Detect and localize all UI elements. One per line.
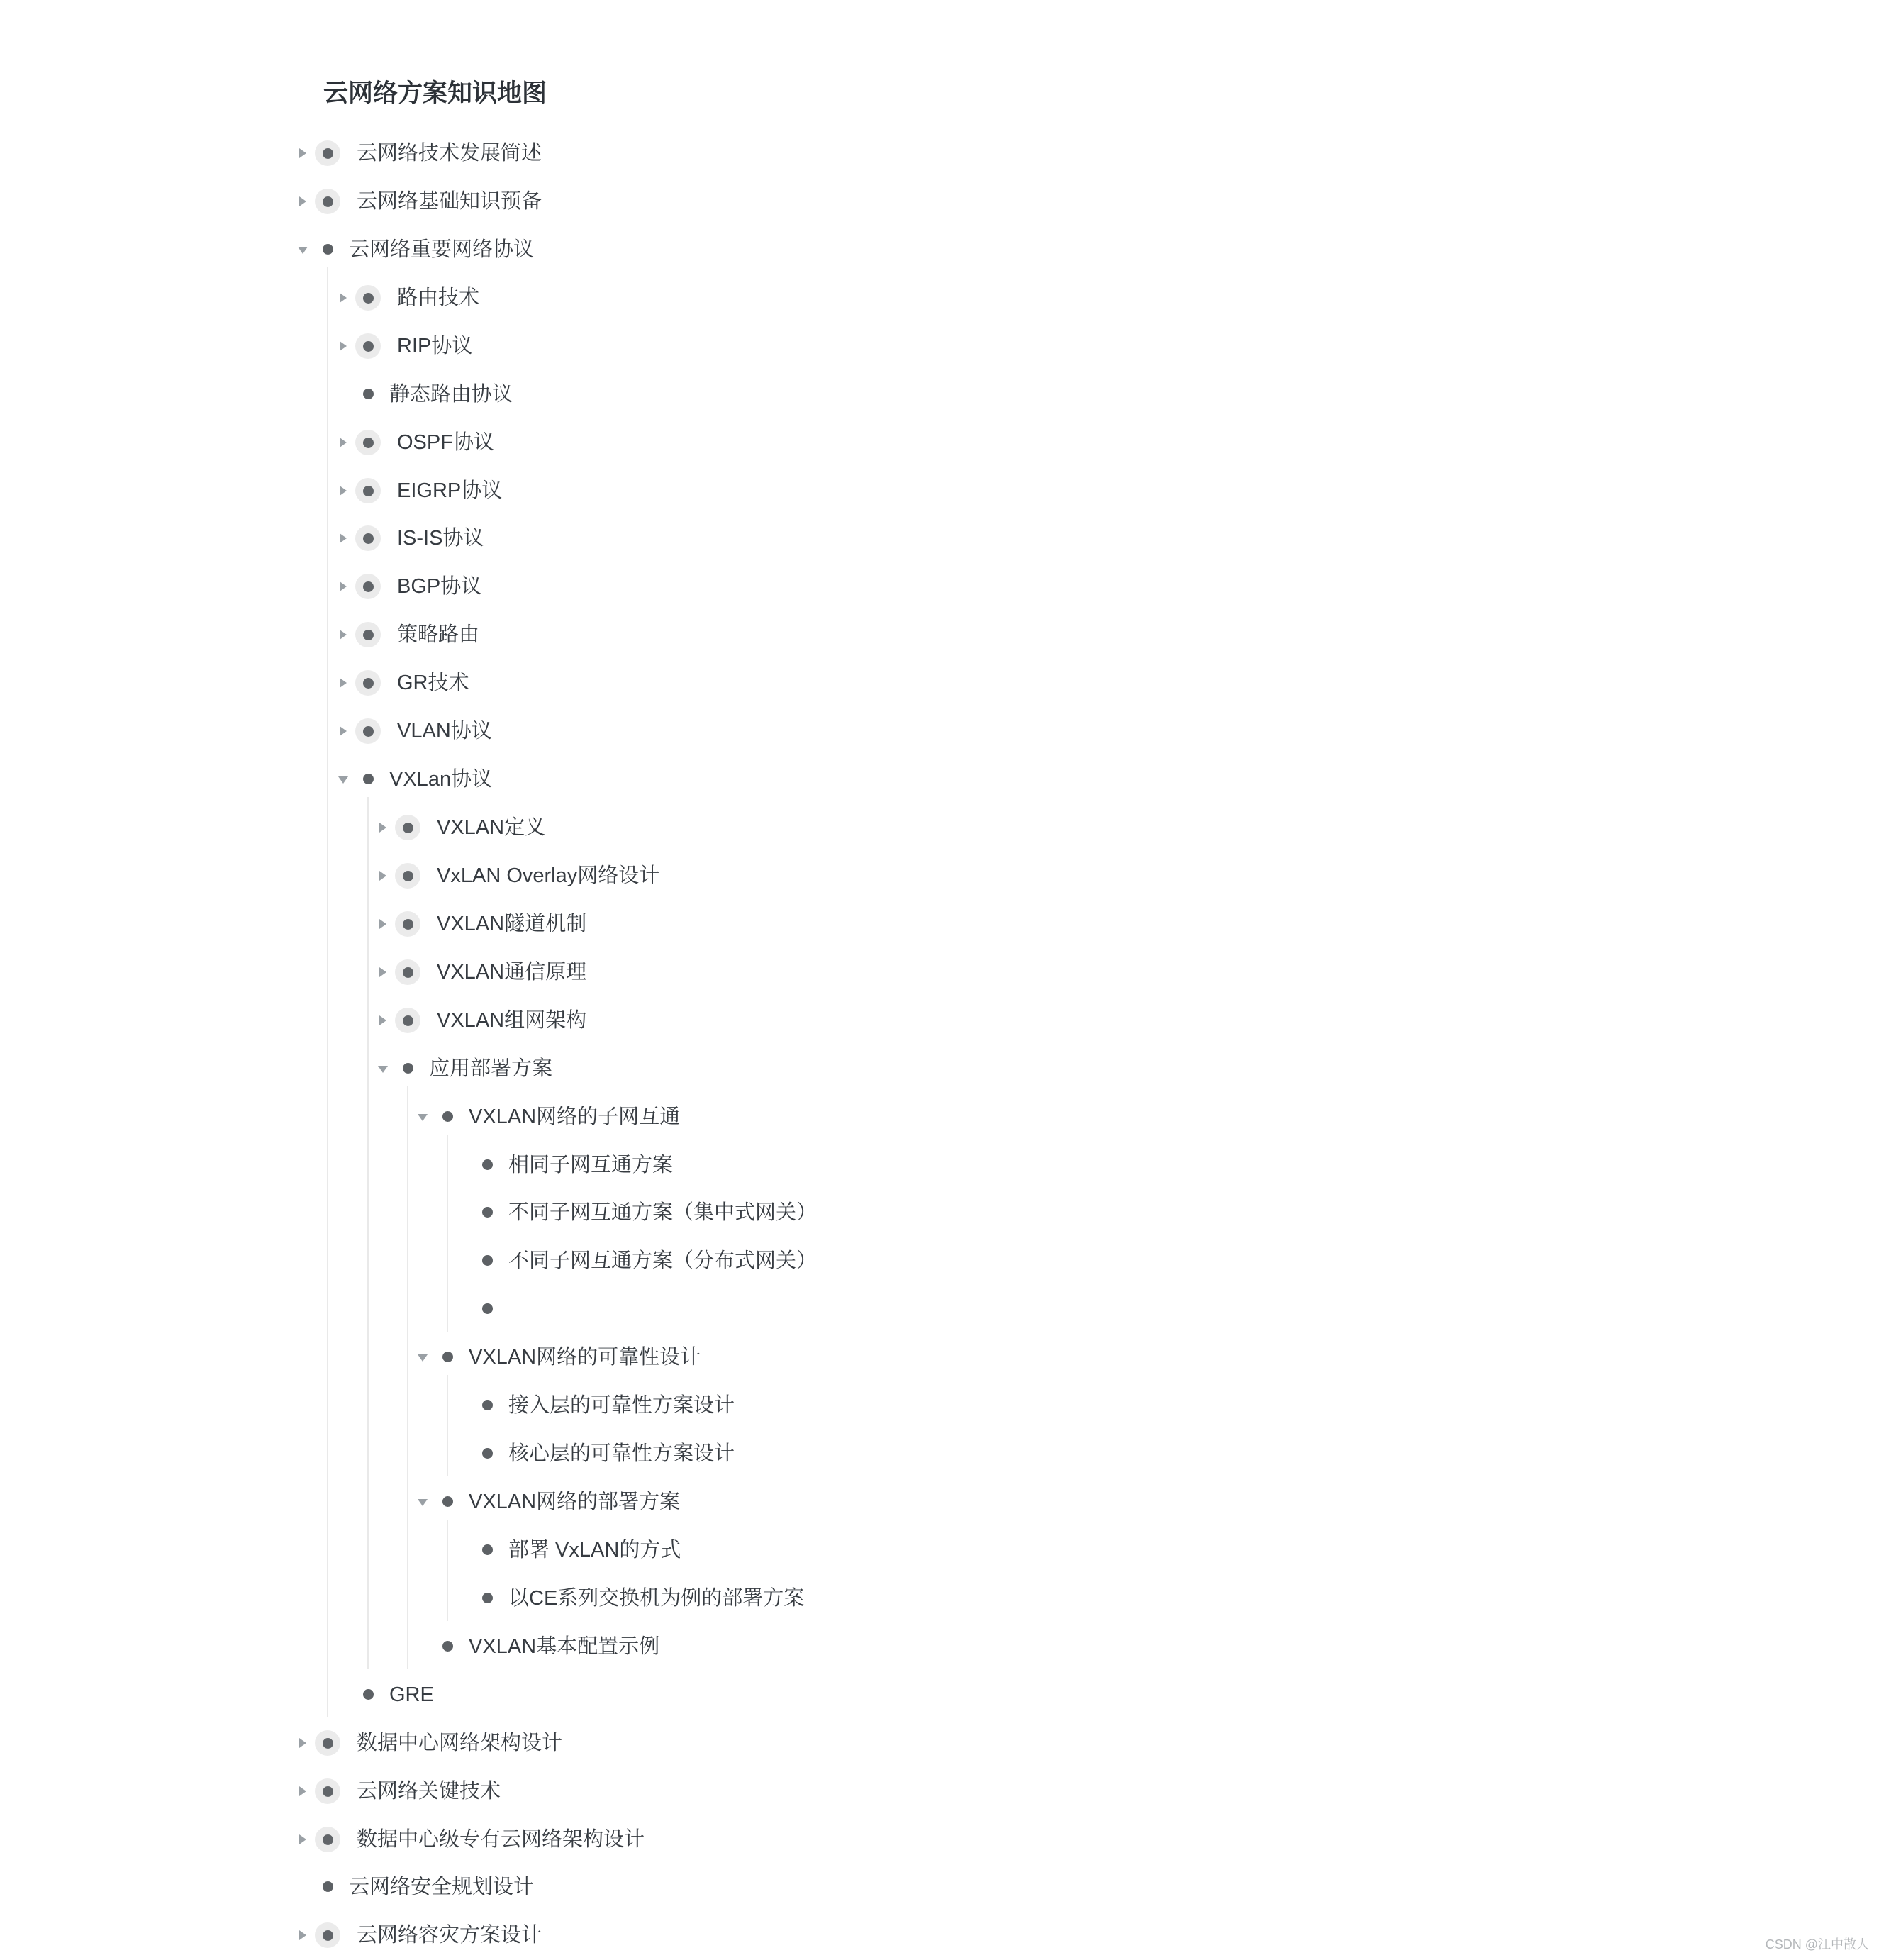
collapsed-bullet-icon[interactable] (395, 1008, 420, 1033)
indent-guide-line (447, 1135, 448, 1332)
tree-item (0, 1873, 1879, 1901)
tree-item-label: VXLAN基本配置示例 (469, 1635, 660, 1658)
toggle-collapsed-icon[interactable] (340, 726, 347, 736)
tree-item-label: 云网络关键技术 (357, 1779, 501, 1803)
tree-item-label: VXLAN组网架构 (437, 1008, 587, 1032)
tree-item (0, 1198, 1879, 1227)
bullet-dot-icon (363, 726, 374, 737)
bullet-icon[interactable] (482, 1448, 493, 1459)
tree-item-label: EIGRP协议 (397, 479, 503, 502)
tree-item (0, 1488, 1879, 1516)
bullet-icon[interactable] (363, 774, 374, 784)
toggle-collapsed-icon[interactable] (340, 630, 347, 640)
indent-guide-line (447, 1375, 448, 1476)
bullet-icon[interactable] (482, 1544, 493, 1555)
tree-item-label: OSPF协议 (397, 430, 494, 454)
collapsed-bullet-icon[interactable] (355, 430, 381, 455)
toggle-collapsed-icon[interactable] (340, 533, 347, 543)
toggle-collapsed-icon[interactable] (340, 678, 347, 688)
tree-item-label: 静态路由协议 (389, 382, 513, 406)
toggle-collapsed-icon[interactable] (340, 581, 347, 591)
tree-item (0, 1584, 1879, 1613)
indent-guide-line (447, 1520, 448, 1621)
tree-item (0, 862, 1879, 890)
page-title: 云网络方案知识地图 (323, 79, 547, 107)
collapsed-bullet-icon[interactable] (315, 1827, 340, 1852)
toggle-collapsed-icon[interactable] (379, 871, 386, 881)
bullet-icon[interactable] (442, 1111, 453, 1122)
tree-item (0, 1343, 1879, 1371)
tree-item (0, 1247, 1879, 1275)
tree-item-label: VxLAN Overlay网络设计 (437, 864, 660, 887)
tree-item (0, 380, 1879, 408)
bullet-dot-icon (363, 293, 374, 304)
toggle-expanded-icon[interactable] (418, 1114, 428, 1121)
toggle-expanded-icon[interactable] (418, 1499, 428, 1506)
tree-item-label: VXLAN网络的部署方案 (469, 1491, 681, 1514)
bullet-icon[interactable] (482, 1255, 493, 1266)
tree-item-label: VXLAN通信原理 (437, 960, 587, 984)
tree-item-label: IS-IS协议 (397, 527, 484, 550)
toggle-collapsed-icon[interactable] (340, 293, 347, 303)
tree-item-label: 数据中心级专有云网络架构设计 (357, 1827, 645, 1851)
toggle-collapsed-icon[interactable] (379, 967, 386, 977)
bullet-dot-icon (323, 1834, 333, 1845)
tree-item (0, 1391, 1879, 1420)
tree-item-label: 接入层的可靠性方案设计 (508, 1394, 735, 1418)
toggle-expanded-icon[interactable] (418, 1354, 428, 1362)
bullet-icon[interactable] (363, 389, 374, 399)
indent-guide-line (367, 797, 369, 1669)
tree-item-label: 云网络重要网络协议 (349, 238, 535, 261)
collapsed-bullet-icon[interactable] (355, 622, 381, 647)
toggle-collapsed-icon[interactable] (379, 823, 386, 833)
tree-item-label: 路由技术 (397, 286, 480, 309)
tree-item (0, 428, 1879, 457)
tree-item (0, 1536, 1879, 1564)
tree-item-label: 不同子网互通方案（集中式网关） (508, 1201, 818, 1225)
collapsed-bullet-icon[interactable] (355, 478, 381, 503)
collapsed-bullet-icon[interactable] (315, 140, 340, 166)
tree-item (0, 332, 1879, 360)
tree-item (0, 524, 1879, 552)
tree-item (0, 284, 1879, 312)
tree-item (0, 1054, 1879, 1083)
tree-item-label: VXLAN隧道机制 (437, 912, 587, 935)
collapsed-bullet-icon[interactable] (355, 333, 381, 359)
toggle-collapsed-icon[interactable] (299, 1930, 306, 1940)
tree-item-label: 相同子网互通方案 (508, 1153, 674, 1176)
toggle-collapsed-icon[interactable] (299, 1738, 306, 1748)
bullet-dot-icon (323, 1786, 333, 1797)
toggle-collapsed-icon[interactable] (299, 196, 306, 206)
bullet-dot-icon (403, 1015, 413, 1026)
indent-guide-line (327, 267, 328, 1717)
tree-item (0, 1921, 1879, 1949)
toggle-expanded-icon[interactable] (338, 776, 348, 784)
bullet-dot-icon (363, 581, 374, 592)
bullet-icon[interactable] (403, 1063, 413, 1074)
tree-item-label: GRE (389, 1683, 434, 1706)
tree-item-label: VXLAN网络的子网互通 (469, 1105, 681, 1128)
tree-item-label: 策略路由 (397, 623, 480, 647)
toggle-expanded-icon[interactable] (378, 1066, 388, 1073)
toggle-collapsed-icon[interactable] (340, 486, 347, 496)
bullet-icon[interactable] (482, 1207, 493, 1218)
toggle-expanded-icon[interactable] (298, 247, 308, 254)
toggle-collapsed-icon[interactable] (299, 1834, 306, 1844)
bullet-icon[interactable] (482, 1159, 493, 1170)
collapsed-bullet-icon[interactable] (315, 1778, 340, 1804)
bullet-icon[interactable] (363, 1689, 374, 1700)
collapsed-bullet-icon[interactable] (355, 525, 381, 551)
toggle-collapsed-icon[interactable] (299, 1786, 306, 1796)
tree-item (0, 765, 1879, 794)
tree-item-label: 云网络容灾方案设计 (357, 1924, 542, 1947)
tree-item-label: 数据中心网络架构设计 (357, 1731, 563, 1754)
tree-item (0, 235, 1879, 264)
bullet-dot-icon (363, 486, 374, 496)
tree-item-label: 应用部署方案 (429, 1057, 553, 1080)
bullet-dot-icon (403, 823, 413, 833)
bullet-dot-icon (403, 919, 413, 930)
tree-item-label: RIP协议 (397, 334, 473, 357)
bullet-icon[interactable] (482, 1303, 493, 1314)
csdn-watermark: CSDN @江中散人 (1765, 1937, 1869, 1951)
tree-item (0, 1729, 1879, 1757)
collapsed-bullet-icon[interactable] (355, 285, 381, 311)
tree-item (0, 958, 1879, 986)
bullet-icon[interactable] (323, 244, 333, 255)
toggle-collapsed-icon[interactable] (299, 148, 306, 158)
tree-item (0, 1681, 1879, 1709)
bullet-dot-icon (363, 630, 374, 640)
bullet-icon[interactable] (323, 1881, 333, 1892)
collapsed-bullet-icon[interactable] (395, 959, 420, 985)
tree-item (0, 1103, 1879, 1131)
tree-item-label: 不同子网互通方案（分布式网关） (508, 1249, 818, 1273)
tree-item (0, 669, 1879, 697)
tree-item (0, 717, 1879, 745)
tree-item (0, 1825, 1879, 1854)
bullet-dot-icon (323, 148, 333, 159)
tree-item-label: 云网络基础知识预备 (357, 189, 542, 213)
toggle-collapsed-icon[interactable] (340, 341, 347, 351)
indent-guide-line (407, 1086, 408, 1669)
tree-item (0, 139, 1879, 167)
bullet-icon[interactable] (482, 1400, 493, 1410)
tree-item (0, 572, 1879, 601)
bullet-icon[interactable] (482, 1593, 493, 1603)
bullet-dot-icon (403, 871, 413, 881)
collapsed-bullet-icon[interactable] (355, 718, 381, 744)
tree-item-label: VXLan协议 (389, 768, 493, 791)
toggle-collapsed-icon[interactable] (340, 438, 347, 447)
tree-item-label: VLAN协议 (397, 720, 492, 743)
tree-item (0, 813, 1879, 842)
tree-item-label: 以CE系列交换机为例的部署方案 (508, 1586, 805, 1610)
tree-item-label: BGP协议 (397, 575, 482, 598)
bullet-dot-icon (363, 678, 374, 689)
tree-item (0, 620, 1879, 649)
collapsed-bullet-icon[interactable] (315, 1730, 340, 1756)
tree-item-label: 部署 VxLAN的方式 (508, 1538, 681, 1561)
tree-item-label: 云网络安全规划设计 (349, 1876, 535, 1899)
bullet-dot-icon (323, 1930, 333, 1941)
collapsed-bullet-icon[interactable] (315, 189, 340, 214)
bullet-icon[interactable] (442, 1641, 453, 1652)
tree-item (0, 1295, 1879, 1323)
tree-item-label: VXLAN定义 (437, 816, 546, 840)
tree-item (0, 477, 1879, 505)
bullet-dot-icon (403, 967, 413, 978)
tree-item (0, 1151, 1879, 1179)
collapsed-bullet-icon[interactable] (315, 1922, 340, 1948)
toggle-collapsed-icon[interactable] (379, 1015, 386, 1025)
bullet-dot-icon (323, 1738, 333, 1749)
collapsed-bullet-icon[interactable] (395, 911, 420, 937)
tree-item (0, 1440, 1879, 1468)
collapsed-bullet-icon[interactable] (355, 670, 381, 696)
collapsed-bullet-icon[interactable] (395, 863, 420, 889)
tree-item (0, 1006, 1879, 1035)
tree-item (0, 1632, 1879, 1661)
collapsed-bullet-icon[interactable] (355, 574, 381, 599)
bullet-dot-icon (363, 438, 374, 448)
tree-item (0, 187, 1879, 216)
toggle-collapsed-icon[interactable] (379, 919, 386, 929)
tree-item (0, 1777, 1879, 1805)
bullet-dot-icon (323, 196, 333, 207)
collapsed-bullet-icon[interactable] (395, 815, 420, 840)
tree-item-label: VXLAN网络的可靠性设计 (469, 1346, 701, 1369)
bullet-dot-icon (363, 341, 374, 352)
tree-item-label: GR技术 (397, 672, 469, 695)
tree-item-label: 核心层的可靠性方案设计 (508, 1442, 735, 1466)
tree-item-label: 云网络技术发展简述 (357, 142, 542, 165)
tree-item (0, 910, 1879, 938)
bullet-icon[interactable] (442, 1496, 453, 1507)
bullet-icon[interactable] (442, 1352, 453, 1362)
bullet-dot-icon (363, 533, 374, 544)
